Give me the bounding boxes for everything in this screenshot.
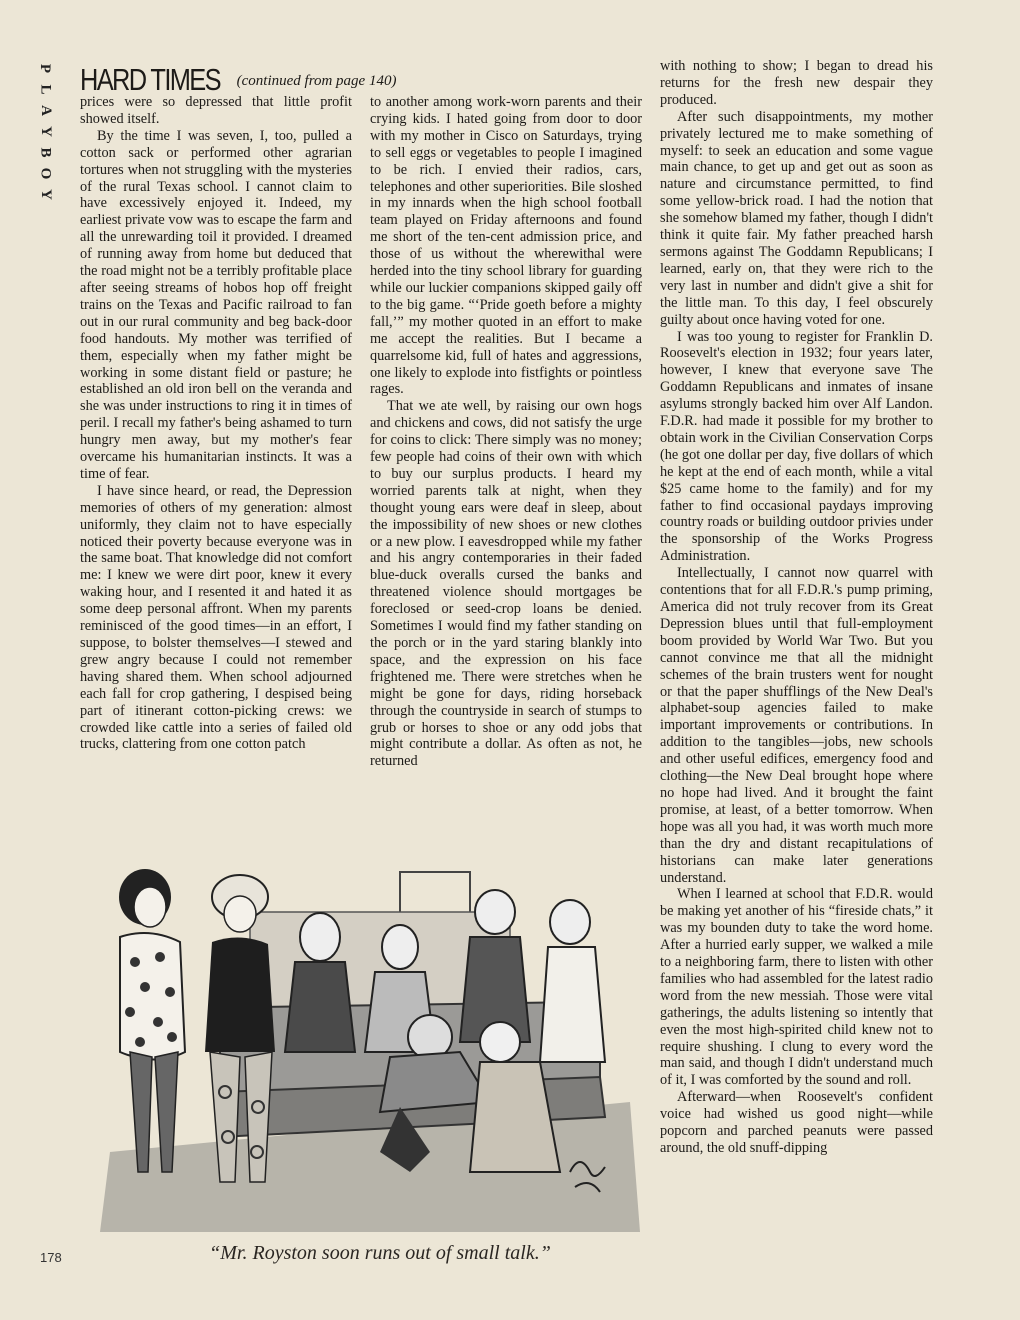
text-column-1 (80, 94, 352, 753)
paragraph: That we ate well, by raising our own hogs and chickens and cows, did not satisfy the urge for coins to click: There simply was no money; few people had coins of their own with which to buy our surplus products. I heard my worried parents talk at night, when they thought young ears were deaf in sleep, about the impossibility of new shoes or new clothes or a new plow. I eavesdropped while my father and his angry contemporaries in their faded blue-duck overalls cursed the banks and threatened violence should mortgages be foreclosed or seed-crop loans be denied. Sometimes I would find my father standing on the porch or in the yard staring blankly into space, and the expression on his face frightened me. There were stretches when he might be gone for days, riding horseback through the countryside in search of stumps to grub or horses to shoe or any odd jobs that might contribute a dollar. As often as not, he returned (370, 398, 642, 770)
paragraph: After such disappointments, my mother privately lectured me to make something of myself: to seek an education and some vague main chance, to get up and get out as soon as nature and circumstance permitted, to find some yellow-brick road. I had the notion that she somehow blamed my father, though I didn't think it quite fair. My father preached harsh sermons against The Goddamn Republicans; I learned, early on, that they were rich to the very last in number and didn't give a shit for the little man. To this day, I feel obscurely guilty about once having voted for one. (660, 108, 933, 328)
logo-letter: B (37, 147, 54, 158)
paragraph: to another among work-worn parents and their crying kids. I hated going from door to door with my mother in Cisco on Saturdays, trying to sell eggs or vegetables to people I imagined to be rich. I envied their radios, cars, telephones and other superiorities. Bile sloshed in my innards when the high school football team played on Friday afternoons and found me short of the ten-cent admission price, and those of us without the wherewithal were herded into the tiny school library for guarding while our luckier companions skipped gaily off to the big game. “‘Pride goeth before a mighty fall,’” my mother quoted in an effort to make me accept the realities. But I became a quarrelsome kid, full of hates and aggressions, one likely to explode into fistfights or pointless rages. (370, 94, 642, 398)
paragraph: with nothing to show; I began to dread his returns for the fresh new despair they produced. (660, 58, 933, 108)
logo-letter: P (37, 63, 54, 74)
paragraph: When I learned at school that F.D.R. would be making yet another of his “fireside chats,” it was my bounden duty to take the word home. After a hurried early supper, we walked a mile to a neighboring farm, there to listen with other families who had assembled for the latest radio word from the new messiah. Those were vital gatherings, the adults listening so intently that even the most high-spirited child knew not to require shushing. I clung to every word the man said, and though I didn't understand much of it, I was comforted by the sound and roll. (660, 886, 933, 1089)
continued-note: (continued from page 140) (236, 73, 397, 89)
paragraph: Intellectually, I cannot now quarrel with contentions that for all F.D.R.'s pump priming, America did not truly recover from its Great Depression blues until that full-employment boom provided by World War Two. But you cannot convince me that all the midnight schemes of the brain trusters went for nought or that the paper shufflings of the New Deal's alphabet-soup agencies failed to make important improvements or contributions. In addition to the tangibles—jobs, new schools and other useful edifices, emergency food and clothing—the New Deal brought hope where no hope had lived. And it brought the faint promise, at least, of a better tomorrow. When hope was all you had, it was worth much more than the dry and distant recapitulations of historians can make later generations understand. (660, 565, 933, 886)
paragraph: prices were so depressed that little profit showed itself. (80, 94, 352, 127)
logo-letter: O (37, 167, 54, 180)
logo-letter: L (37, 84, 54, 95)
cartoon-illustration (100, 852, 640, 1232)
logo-letter: Y (37, 126, 54, 137)
text-column-3 (660, 58, 933, 1157)
logo-letter: A (37, 105, 54, 116)
article-header (80, 56, 640, 96)
logo-letter: Y (37, 189, 54, 200)
magazine-side-logo (34, 58, 56, 205)
paragraph: I have since heard, or read, the Depression memories of others of my generation: almost uniformly, they claim not to have especially noticed their poverty because everyone was in the same boat. That knowledge did not comfort me: I knew we were dirt poor, knew it every waking hour, and I resented it and hated it as some deep personal affront. When my parents reminisced of the good times—in an effort, I suppose, to bolster themselves—I stewed and grew angry because I could not remember having shared them. When school adjourned each fall for crop gathering, I despised being part of itinerant cotton-picking crews: we crowded like cattle into a series of failed old trucks, clattering from one cotton patch (80, 482, 352, 753)
paragraph: Afterward—when Roosevelt's confident voice had wished us good night—while popcorn and parched peanuts were passed around, the old snuff-dipping (660, 1089, 933, 1156)
paragraph: By the time I was seven, I, too, pulled a cotton sack or performed other agrarian tortures when not struggling with the mysteries of the rural Texas school. I cannot claim to have excessively enjoyed it. Indeed, my earliest private vow was to escape the farm and all the unrewarding toil it provided. I dreamed of running away from home but deduced that the road might not be a terribly profitable place after seeing streams of hobos hop off freight trains on the Texas and Pacific railroad to fan out in our rural community and beg back-door food handouts. My mother was terrified of them, especially when my father might be working in some distant field or pasture; he established an old iron bell on the veranda and she was under instructions to ring it in times of peril. I recall my father's being ashamed to turn hungry men away, but my mother's fear overcame his humanitarian instincts. It was a time of fear. (80, 127, 352, 482)
paragraph: I was too young to register for Franklin D. Roosevelt's election in 1932; four years later, however, I knew that everyone save The Goddamn Republicans and inmates of insane asylums strongly backed him over Alf Landon. F.D.R. had made it possible for my brother to obtain work in the Civilian Conservation Corps (he got one dollar per day, five dollars of which he kept at the end of each month, while a vital $25 came home to the family) and for my father to find occasional paydays improving country roads or building outdoor privies under the sponsorship of the Works Progress Administration. (660, 328, 933, 565)
article-title: HARD TIMES (80, 62, 220, 97)
text-column-2 (370, 94, 642, 770)
page-number: 178 (40, 1250, 62, 1265)
cartoon-caption: “Mr. Royston soon runs out of small talk.” (209, 1242, 551, 1264)
